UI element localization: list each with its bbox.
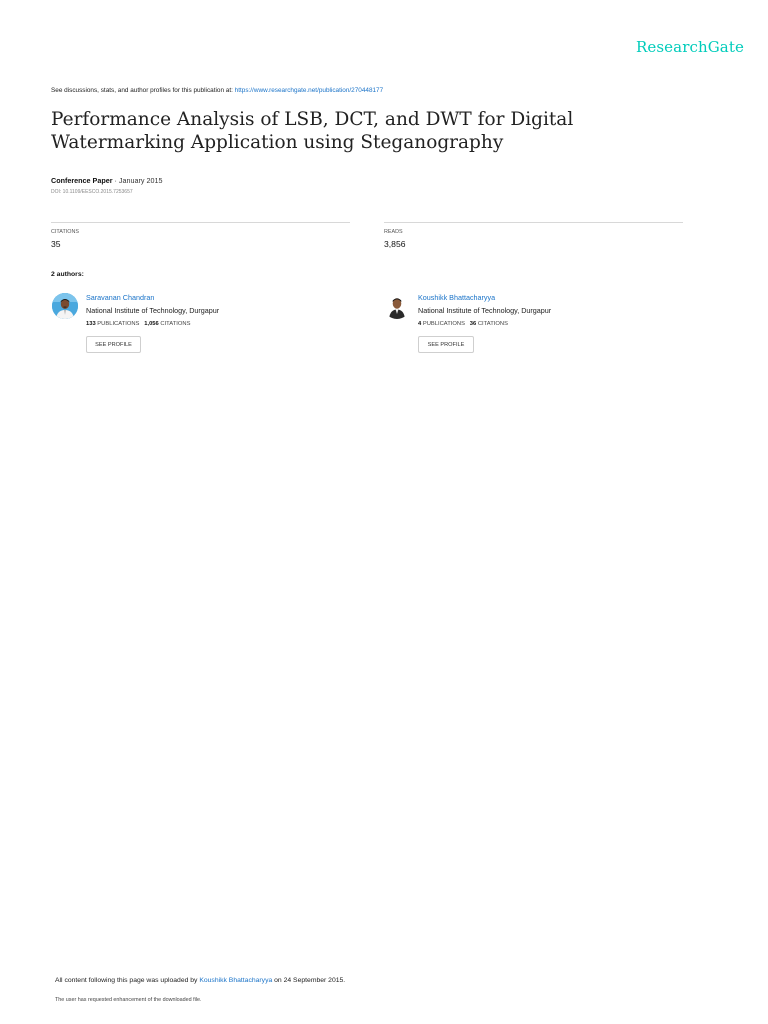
author-institution: National Institute of Technology, Durgapur <box>86 306 220 315</box>
person-photo-icon <box>384 293 410 319</box>
uploaded-suffix: on 24 September 2015. <box>272 977 346 984</box>
author-citations-count: 1,056 <box>144 321 159 327</box>
requested-note: The user has requested enhancement of the downloaded file. <box>55 997 202 1003</box>
uploader-link[interactable]: Koushikk Bhattacharyya <box>199 977 273 984</box>
author-name-link[interactable] <box>86 293 154 302</box>
author-stats <box>418 321 508 327</box>
author-stats <box>86 321 190 327</box>
see-profile-button[interactable]: SEE PROFILE <box>86 336 141 353</box>
paper-meta <box>51 176 162 185</box>
paper-title: Performance Analysis of LSB, DCT, and DWT for Digital Watermarking Application using Steganography <box>51 109 574 153</box>
researchgate-logo[interactable]: ResearchGate <box>636 38 744 56</box>
paper-date: January 2015 <box>118 176 163 185</box>
discussion-line <box>51 87 383 94</box>
author-citations-label: CITATIONS <box>160 321 191 327</box>
publication-link[interactable]: https://www.researchgate.net/publication/270448177 <box>234 87 384 94</box>
citations-divider <box>51 222 350 223</box>
paper-doi: DOI: 10.1109/EESCO.2015.7253657 <box>51 189 133 195</box>
citations-value: 35 <box>51 239 61 249</box>
author-publications-label: PUBLICATIONS <box>422 321 465 327</box>
authors-heading: 2 authors: <box>51 271 84 278</box>
reads-value: 3,856 <box>384 239 406 249</box>
author-avatar[interactable] <box>52 293 78 319</box>
meta-separator: · <box>112 176 119 185</box>
discussion-prefix: See discussions, stats, and author profiles for this publication at: <box>51 87 235 94</box>
author-publications-count: 133 <box>86 321 96 327</box>
citations-label: CITATIONS <box>51 229 79 235</box>
see-profile-button[interactable]: SEE PROFILE <box>418 336 474 353</box>
uploaded-prefix: All content following this page was uploaded by <box>55 977 200 984</box>
author-citations-count: 36 <box>469 321 477 327</box>
reads-divider <box>384 222 683 223</box>
paper-type: Conference Paper <box>51 176 113 185</box>
author-publications-count: 4 <box>418 321 422 327</box>
person-photo-icon <box>52 293 78 319</box>
author-institution: National Institute of Technology, Durgapur <box>418 306 552 315</box>
author-name-link[interactable] <box>418 293 495 302</box>
author-name[interactable]: Saravanan Chandran <box>86 293 155 302</box>
author-name[interactable]: Koushikk Bhattacharyya <box>418 293 496 302</box>
reads-label: READS <box>384 229 403 235</box>
author-avatar[interactable] <box>384 293 410 319</box>
author-publications-label: PUBLICATIONS <box>97 321 140 327</box>
author-citations-label: CITATIONS <box>477 321 508 327</box>
uploaded-line <box>55 977 345 984</box>
